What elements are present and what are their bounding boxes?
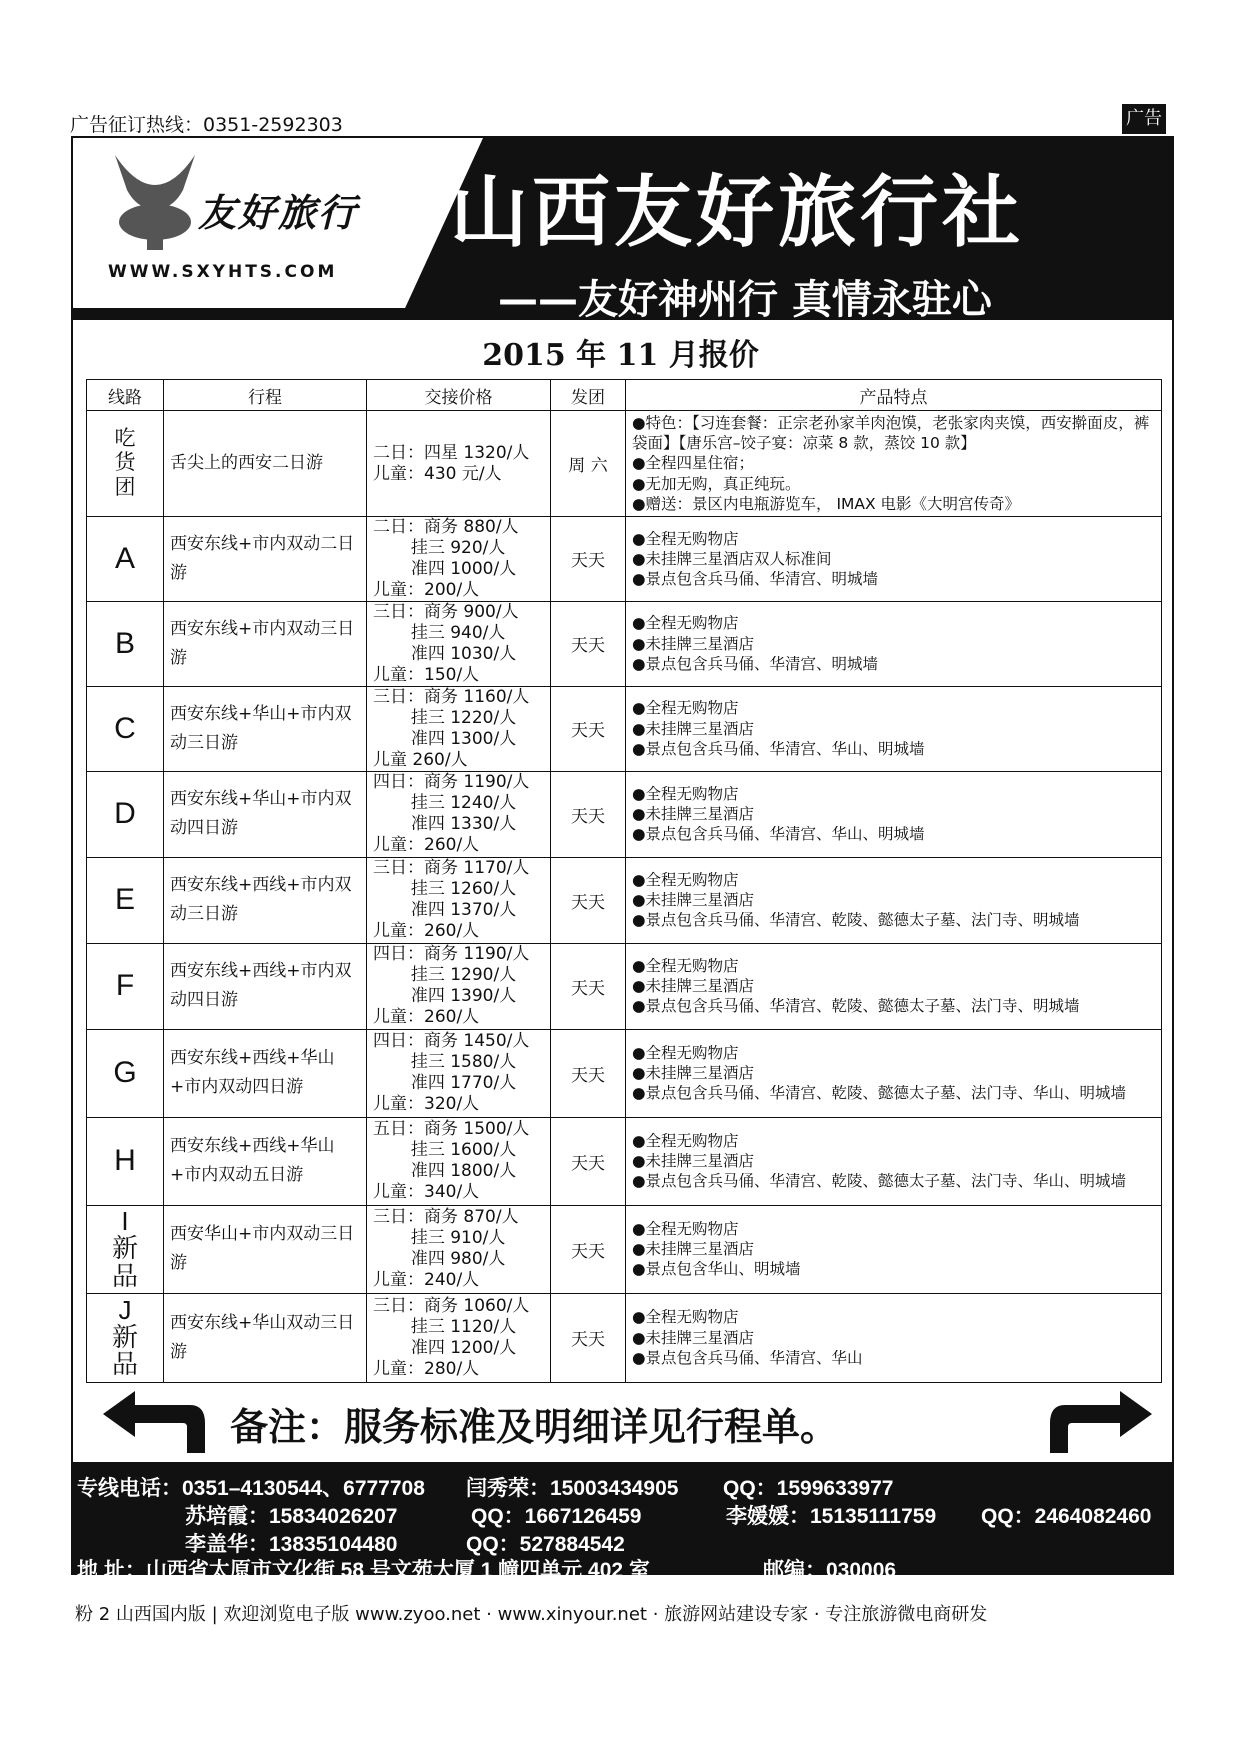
- header-depart: 发团: [551, 380, 626, 411]
- feature-item: ●未挂牌三星酒店: [632, 1240, 755, 1259]
- route-features: [626, 1205, 1162, 1293]
- table-row: [87, 1117, 1162, 1205]
- feature-item: ●景点包含兵马俑、华清宫、华山: [632, 1348, 863, 1367]
- route-code: A: [87, 517, 164, 602]
- table-row: [87, 517, 1162, 602]
- route-price: 三日：商务 1170/人 挂三 1260/人 准四 1370/人 儿童：260/人: [367, 857, 551, 943]
- table-header-row: [87, 380, 1162, 411]
- route-price: 二日：四星 1320/人 儿童：430 元/人: [367, 411, 551, 517]
- route-features: [626, 771, 1162, 857]
- route-trip: 西安东线+西线+市内双动四日游: [164, 943, 367, 1029]
- feature-item: ●未挂牌三星酒店: [632, 891, 755, 910]
- route-price: 三日：商务 870/人 挂三 910/人 准四 980/人 儿童：240/人: [367, 1205, 551, 1293]
- route-trip: 西安华山+市内双动三日游: [164, 1205, 367, 1293]
- feature-item: ●未挂牌三星酒店: [632, 1152, 755, 1171]
- feature-item: ●全程无购物店: [632, 614, 739, 633]
- route-trip: 西安东线+市内双动二日游: [164, 517, 367, 602]
- route-features: [626, 943, 1162, 1029]
- route-price: 五日：商务 1500/人 挂三 1600/人 准四 1800/人 儿童：340/人: [367, 1117, 551, 1205]
- feature-item: ●全程无购物店: [632, 956, 739, 975]
- arrow-left-icon: [95, 1383, 215, 1459]
- route-price: 二日：商务 880/人 挂三 920/人 准四 1000/人 儿童：200/人: [367, 517, 551, 602]
- table-row: [87, 771, 1162, 857]
- route-code: G: [87, 1029, 164, 1117]
- feature-item: ●特色：【习连套餐：正宗老孙家羊肉泡馍，老张家肉夹馍，西安擀面皮，裤袋面】【唐乐宫–饺子宴：凉菜 8 款，蒸饺 10 款】: [632, 414, 1150, 453]
- route-trip: 西安东线+西线+市内双动三日游: [164, 857, 367, 943]
- feature-item: ●景点包含兵马俑、华清宫、乾陵、懿德太子墓、法门寺、明城墙: [632, 997, 1080, 1016]
- route-code: D: [87, 771, 164, 857]
- contact-p1-qq: QQ：1599633977: [723, 1477, 894, 1500]
- feature-item: ●未挂牌三星酒店双人标准间: [632, 549, 832, 568]
- feature-item: ●未挂牌三星酒店: [632, 719, 755, 738]
- postcode: 邮编：030006: [763, 1559, 897, 1582]
- route-code: I 新 品: [87, 1205, 164, 1293]
- route-features: [626, 517, 1162, 602]
- route-code: E: [87, 857, 164, 943]
- feature-item: ●未挂牌三星酒店: [632, 1328, 755, 1347]
- route-depart: 天天: [551, 1205, 626, 1293]
- route-code: C: [87, 686, 164, 771]
- route-price: 四日：商务 1190/人 挂三 1290/人 准四 1390/人 儿童：260/人: [367, 943, 551, 1029]
- table-row: [87, 601, 1162, 686]
- table-row: [87, 943, 1162, 1029]
- route-features: [626, 686, 1162, 771]
- route-features: [626, 411, 1162, 517]
- table-row: [87, 686, 1162, 771]
- hotline: 专线电话：0351–4130544、6777708: [77, 1477, 425, 1500]
- routes-table: [86, 379, 1162, 1383]
- agency-slogan: ——友好神州行 真情永驻心: [498, 277, 992, 323]
- contact-panel: [73, 1462, 1172, 1582]
- route-depart: 天天: [551, 771, 626, 857]
- contact-p2-qq: QQ：1667126459: [471, 1505, 642, 1528]
- feature-item: ●全程无购物店: [632, 870, 739, 889]
- route-code: 吃 货 团: [87, 411, 164, 517]
- route-features: [626, 857, 1162, 943]
- contact-p2: 苏培霞：15834026207: [185, 1505, 398, 1528]
- contact-p3: 李媛媛：15135111759: [726, 1505, 937, 1528]
- route-depart: 天天: [551, 517, 626, 602]
- route-trip: 西安东线+西线+华山+市内双动五日游: [164, 1117, 367, 1205]
- notes-text: 备注：服务标准及明细详见行程单。: [230, 1405, 839, 1449]
- feature-item: ●未挂牌三星酒店: [632, 805, 755, 824]
- route-depart: 天天: [551, 1029, 626, 1117]
- header-price: 交接价格: [367, 380, 551, 411]
- feature-item: ●无加无购，真正纯玩。: [632, 474, 801, 493]
- route-depart: 天天: [551, 1117, 626, 1205]
- table-row: [87, 1029, 1162, 1117]
- arrow-right-icon: [1040, 1383, 1160, 1459]
- header-features: 产品特点: [626, 380, 1162, 411]
- route-trip: 舌尖上的西安二日游: [164, 411, 367, 517]
- logo-url: WWW.SXYHTS.COM: [108, 262, 338, 282]
- route-depart: 天天: [551, 857, 626, 943]
- route-features: [626, 601, 1162, 686]
- route-trip: 西安东线+华山+市内双动四日游: [164, 771, 367, 857]
- route-depart: 天天: [551, 943, 626, 1029]
- feature-item: ●全程四星住宿；: [632, 454, 755, 473]
- route-depart: 天天: [551, 1293, 626, 1382]
- ad-hotline: 广告征订热线：0351-2592303: [70, 114, 343, 136]
- contact-p3-qq: QQ：2464082460: [981, 1505, 1152, 1528]
- header-trip: 行程: [164, 380, 367, 411]
- contact-p4: 李盖华：13835104480: [185, 1533, 398, 1556]
- route-depart: 天天: [551, 686, 626, 771]
- page-footer: 粉 2 山西国内版 | 欢迎浏览电子版 www.zyoo.net · www.xinyour.net · 旅游网站建设专家 · 专注旅游微电商研发: [75, 1604, 988, 1625]
- route-features: [626, 1117, 1162, 1205]
- feature-item: ●景点包含兵马俑、华清宫、华山、明城墙: [632, 825, 925, 844]
- route-price: 三日：商务 900/人 挂三 940/人 准四 1030/人 儿童：150/人: [367, 601, 551, 686]
- feature-item: ●全程无购物店: [632, 1131, 739, 1150]
- feature-item: ●全程无购物店: [632, 1308, 739, 1327]
- feature-item: ●全程无购物店: [632, 784, 739, 803]
- route-depart: 天天: [551, 601, 626, 686]
- table-row: [87, 857, 1162, 943]
- contact-p1: 闫秀荣：15003434905: [466, 1477, 679, 1500]
- feature-item: ●全程无购物店: [632, 529, 739, 548]
- route-features: [626, 1293, 1162, 1382]
- feature-item: ●未挂牌三星酒店: [632, 1064, 755, 1083]
- route-depart: 周 六: [551, 411, 626, 517]
- feature-item: ●全程无购物店: [632, 699, 739, 718]
- logo-text: 友好旅行: [198, 190, 359, 235]
- route-trip: 西安东线+华山+市内双动三日游: [164, 686, 367, 771]
- route-trip: 西安东线+华山双动三日游: [164, 1293, 367, 1382]
- route-price: 四日：商务 1190/人 挂三 1240/人 准四 1330/人 儿童：260/人: [367, 771, 551, 857]
- route-trip: 西安东线+市内双动三日游: [164, 601, 367, 686]
- logo-emblem-icon: [105, 150, 205, 260]
- feature-item: ●景点包含兵马俑、华清宫、华山、明城墙: [632, 739, 925, 758]
- table-row: [87, 1293, 1162, 1382]
- route-trip: 西安东线+西线+华山+市内双动四日游: [164, 1029, 367, 1117]
- route-price: 四日：商务 1450/人 挂三 1580/人 准四 1770/人 儿童：320/人: [367, 1029, 551, 1117]
- feature-item: ●景点包含华山、明城墙: [632, 1260, 801, 1279]
- agency-title: 山西友好旅行社: [450, 168, 1025, 258]
- feature-item: ●景点包含兵马俑、华清宫、乾陵、懿德太子墓、法门寺、华山、明城墙: [632, 1084, 1127, 1103]
- feature-item: ●景点包含兵马俑、华清宫、乾陵、懿德太子墓、法门寺、明城墙: [632, 911, 1080, 930]
- feature-item: ●景点包含兵马俑、华清宫、明城墙: [632, 569, 879, 588]
- header-route: 线路: [87, 380, 164, 411]
- table-row: [87, 411, 1162, 517]
- price-title: 2015 年 11 月报价: [482, 338, 759, 373]
- feature-item: ●全程无购物店: [632, 1043, 739, 1062]
- feature-item: ●未挂牌三星酒店: [632, 977, 755, 996]
- feature-item: ●景点包含兵马俑、华清宫、乾陵、懿德太子墓、法门寺、华山、明城墙: [632, 1172, 1127, 1191]
- feature-item: ●景点包含兵马俑、华清宫、明城墙: [632, 654, 879, 673]
- route-price: 三日：商务 1060/人 挂三 1120/人 准四 1200/人 儿童：280/人: [367, 1293, 551, 1382]
- feature-item: ●未挂牌三星酒店: [632, 634, 755, 653]
- route-features: [626, 1029, 1162, 1117]
- route-code: F: [87, 943, 164, 1029]
- route-price: 三日：商务 1160/人 挂三 1220/人 准四 1300/人 儿童 260/人: [367, 686, 551, 771]
- route-code: H: [87, 1117, 164, 1205]
- ad-tag: 广告: [1122, 104, 1166, 134]
- route-code: B: [87, 601, 164, 686]
- table-row: [87, 1205, 1162, 1293]
- contact-p4-qq: QQ：527884542: [466, 1533, 625, 1556]
- address: 地 址：山西省太原市文化街 58 号文苑大厦 1 幢四单元 402 室: [77, 1559, 650, 1582]
- feature-item: ●赠送：景区内电瓶游览车， IMAX 电影《大明宫传奇》: [632, 494, 1021, 513]
- feature-item: ●全程无购物店: [632, 1219, 739, 1238]
- route-code: J 新 品: [87, 1293, 164, 1382]
